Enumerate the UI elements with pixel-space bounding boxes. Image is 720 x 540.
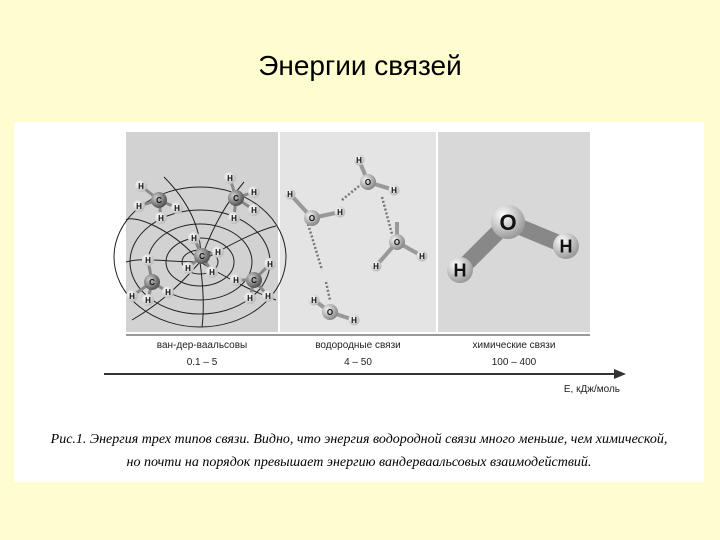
caption-line-1: Рис.1. Энергия трех типов связи. Видно, что энергия водородной связи много меньше, чем химической, [50, 432, 668, 447]
panel-label-vdw: ван-дер-ваальсовы [156, 340, 248, 351]
atom-label-8: H [251, 205, 257, 215]
atom-label-11: H [191, 233, 197, 243]
atom-label-31: O [393, 237, 401, 247]
atom-label-0: C [156, 195, 162, 205]
atom-label-10: C [199, 251, 205, 261]
panel-range-hydrogen: 4 – 50 [344, 357, 372, 368]
atom-label-6: H [227, 173, 233, 183]
atom-label-16: H [145, 255, 151, 265]
atom-label-19: H [165, 287, 171, 297]
atom-label-3: H [158, 213, 164, 223]
atom-label-22: H [233, 275, 239, 285]
atom-label-14: H [209, 267, 215, 277]
panel-range-vdw: 0.1 – 5 [186, 357, 218, 368]
atom-label-35: H [311, 295, 317, 305]
panel-label-hydrogen: водородные связи [315, 340, 401, 351]
atom-label-5: C [233, 193, 239, 203]
panel-label-chemical: химические связи [472, 340, 556, 351]
atom-label-36: H [351, 315, 357, 325]
atom-label-38: H [453, 260, 467, 281]
atom-label-25: O [364, 177, 372, 187]
atom-label-4: H [174, 203, 180, 213]
axis-label: E, кДж/моль [563, 384, 620, 395]
atom-label-26: H [356, 155, 362, 165]
atom-label-13: H [185, 263, 191, 273]
atom-label-33: H [373, 261, 379, 271]
atom-label-29: H [287, 189, 293, 199]
slide-title: Энергии связей [258, 50, 462, 81]
atom-label-18: H [145, 295, 151, 305]
atom-label-24: H [265, 291, 271, 301]
atom-label-20: C [251, 275, 257, 285]
atom-label-32: H [419, 251, 425, 261]
atom-label-17: H [129, 291, 135, 301]
atom-label-34: O [326, 307, 334, 317]
panel-range-chemical: 100 – 400 [491, 357, 537, 368]
atom-label-37: O [499, 209, 517, 235]
atom-label-39: H [559, 236, 573, 257]
atom-label-9: H [231, 213, 237, 223]
bond-energy-diagram [14, 122, 704, 482]
atom-label-2: H [136, 201, 142, 211]
atom-label-30: H [337, 207, 343, 217]
axis-arrowhead [614, 369, 626, 379]
atom-label-21: H [267, 259, 273, 269]
caption-line-2: но почти на порядок превышает энергию вандерваальсовых взаимодействий. [126, 455, 592, 470]
atom-label-15: C [149, 277, 155, 287]
atom-label-23: H [247, 293, 253, 303]
atom-label-28: O [308, 213, 316, 223]
figure [14, 122, 704, 482]
atom-label-27: H [391, 185, 397, 195]
atom-label-1: H [138, 181, 144, 191]
atom-label-7: H [251, 187, 257, 197]
atom-label-12: H [215, 247, 221, 257]
